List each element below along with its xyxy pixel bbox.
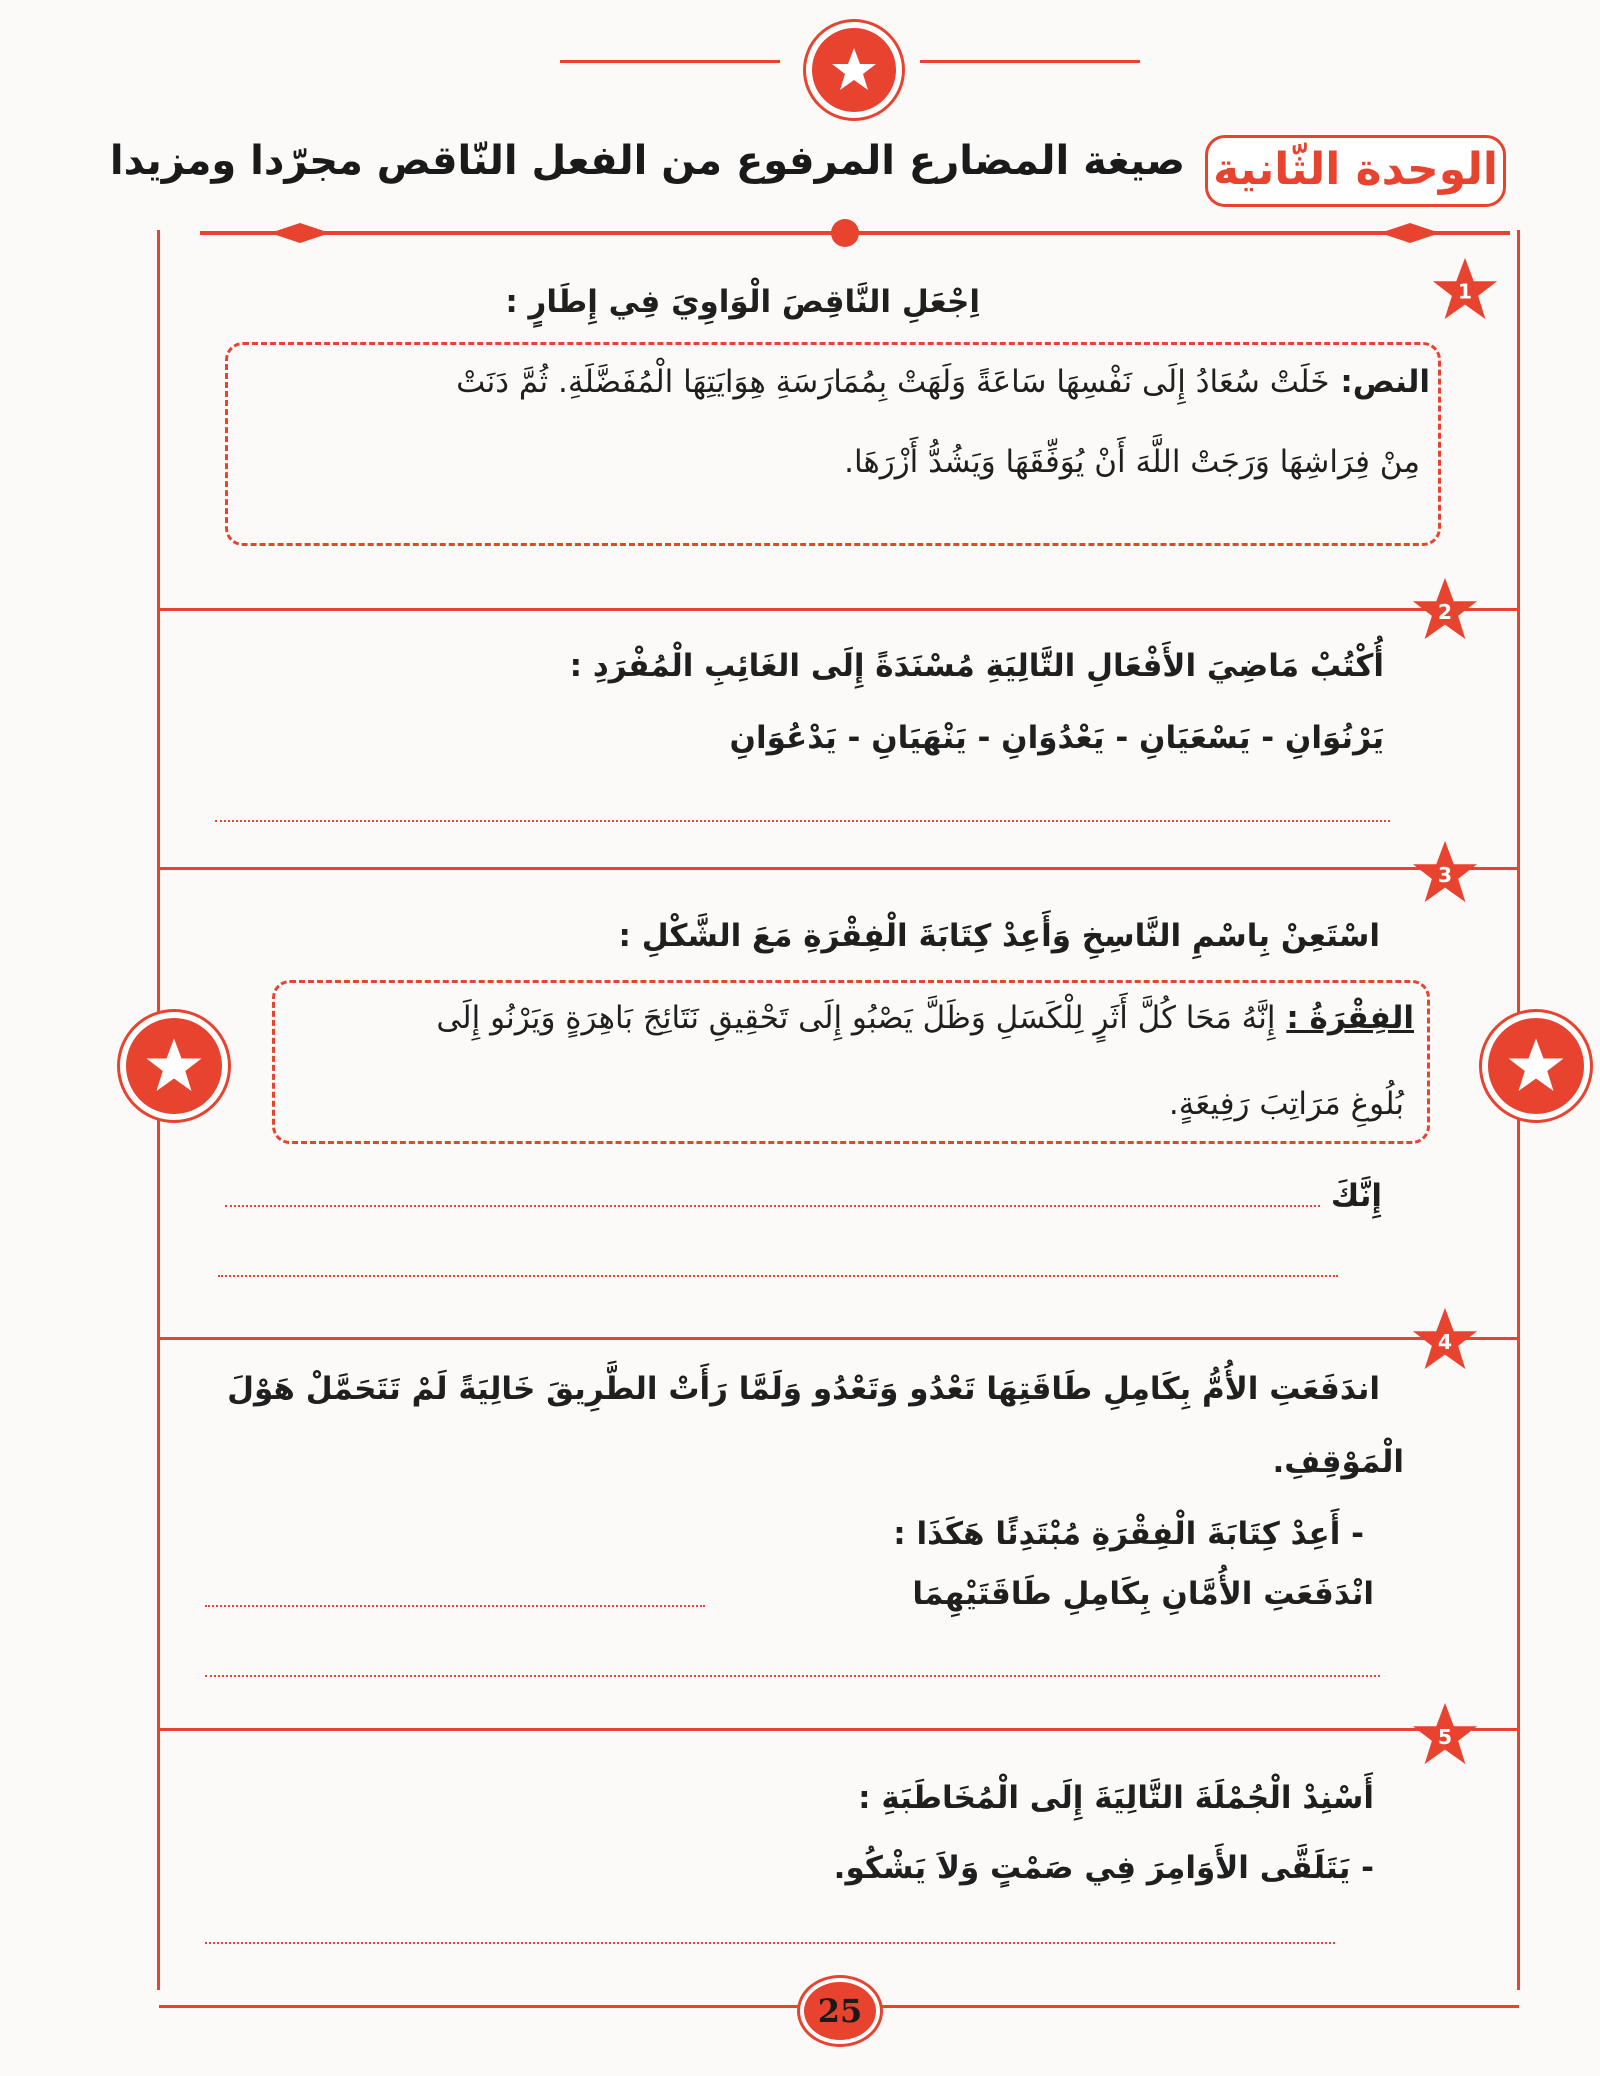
svg-text:1: 1 bbox=[1457, 279, 1473, 304]
answer-line[interactable] bbox=[225, 1205, 1320, 1207]
top-ornament bbox=[920, 60, 1140, 63]
right-medallion bbox=[1482, 1012, 1590, 1120]
exercise-number-star bbox=[1410, 1700, 1480, 1770]
answer-line[interactable] bbox=[205, 1942, 1335, 1944]
answer-line[interactable] bbox=[218, 1275, 1338, 1277]
star-icon bbox=[1506, 1036, 1566, 1096]
section-divider bbox=[159, 867, 1519, 870]
exercise-number-star bbox=[1410, 575, 1480, 645]
svg-text:3: 3 bbox=[1437, 862, 1453, 887]
top-medallion bbox=[806, 22, 902, 118]
section-divider bbox=[159, 1728, 1519, 1731]
text-label: النص: bbox=[1340, 364, 1430, 400]
answer-line[interactable] bbox=[205, 1605, 705, 1607]
exercise-5-instruction: أَسْنِدْ الْجُمْلَةَ التَّالِيَةَ إِلَى الْمُخَاطَبَةِ : bbox=[858, 1780, 1374, 1816]
page-number: 25 bbox=[817, 1992, 863, 2030]
svg-text:2: 2 bbox=[1437, 599, 1453, 624]
exercise-2-instruction: أُكْتُبْ مَاضِيَ الأَفْعَالِ التَّالِيَةِ مُسْنَدَةً إِلَى الغَائِبِ الْمُفْرَدِ : bbox=[569, 648, 1384, 684]
text-content: إِنَّهُ مَحَا كُلَّ أَثَرٍ لِلْكَسَلِ وَظَلَّ يَصْبُو إِلَى تَحْقِيقِ نَتَائِجَ بَاهِرَةٍ وَيَرْنُو إِلَى bbox=[436, 1000, 1276, 1036]
unit-badge: الوحدة الثّانية bbox=[1205, 135, 1506, 207]
bleed-through-text bbox=[260, 700, 270, 735]
left-medallion bbox=[120, 1012, 228, 1120]
exercise-1-text-line bbox=[456, 364, 1430, 400]
star-icon bbox=[830, 46, 878, 94]
exercise-3-answer-start: إِنَّكَ bbox=[1330, 1178, 1382, 1214]
section-divider bbox=[159, 608, 1519, 611]
text-content: خَلَتْ سُعَادُ إِلَى نَفْسِهَا سَاعَةً وَلَهَتْ بِمُمَارَسَةِ هِوَايَتِهَا الْمُفَضَّلَةِ. ثُمَّ دَنَتْ bbox=[456, 364, 1330, 400]
exercise-4-text-line: اندَفَعَتِ الأُمُّ بِكَامِلِ طَاقَتِهَا تَعْدُو وَتَعْدُو وَلَمَّا رَأَتْ الطَّرِيقَ خَالِيَةً لَمْ تَتَحَمَّلْ هَوْلَ bbox=[227, 1371, 1380, 1407]
top-ornament bbox=[560, 60, 780, 63]
exercise-number-star bbox=[1430, 255, 1500, 325]
ornament-divider bbox=[200, 218, 1510, 248]
page-number-circle bbox=[800, 1978, 880, 2044]
exercise-2-verbs: يَرْنُوَانِ - يَسْعَيَانِ - يَعْدُوَانِ - يَنْهَيَانِ - يَدْعُوَانِ bbox=[729, 720, 1384, 756]
exercise-number-star bbox=[1410, 1305, 1480, 1375]
section-divider bbox=[159, 1337, 1519, 1340]
exercise-3-text-line: بُلُوغِ مَرَاتِبَ رَفِيعَةٍ. bbox=[1168, 1086, 1404, 1122]
answer-line[interactable] bbox=[205, 1675, 1380, 1677]
svg-text:5: 5 bbox=[1437, 1724, 1453, 1749]
exercise-4-instruction: - أَعِدْ كِتَابَةَ الْفِقْرَةِ مُبْتَدِئًا هَكَذَا : bbox=[893, 1516, 1364, 1552]
exercise-1-instruction: اِجْعَلِ النَّاقِصَ الْوَاوِيَ فِي إِطَارٍ : bbox=[505, 284, 980, 320]
exercise-5-sentence: - يَتَلَقَّى الأَوَامِرَ فِي صَمْتٍ وَلاَ يَشْكُو. bbox=[833, 1850, 1374, 1886]
exercise-3-text-line bbox=[436, 1000, 1414, 1036]
star-icon bbox=[144, 1036, 204, 1096]
answer-line[interactable] bbox=[215, 820, 1390, 822]
page-title: صيغة المضارع المرفوع من الفعل النّاقص مجرّدا ومزيدا bbox=[109, 138, 1185, 184]
exercise-number-star bbox=[1410, 838, 1480, 908]
exercise-1-text-line: مِنْ فِرَاشِهَا وَرَجَتْ اللَّهَ أَنْ يُوَفِّقَهَا وَيَشُدُّ أَزْرَهَا. bbox=[844, 444, 1420, 480]
text-label: الفِقْرَةُ : bbox=[1286, 1000, 1414, 1036]
exercise-4-answer-start: انْدَفَعَتِ الأُمَّانِ بِكَامِلِ طَاقَتَيْهِمَا bbox=[912, 1576, 1374, 1612]
exercise-4-text-line: الْمَوْقِفِ. bbox=[1272, 1444, 1404, 1480]
svg-text:4: 4 bbox=[1437, 1329, 1453, 1354]
exercise-3-instruction: اسْتَعِنْ بِاسْمِ النَّاسِخِ وَأَعِدْ كِتَابَةَ الْفِقْرَةِ مَعَ الشَّكْلِ : bbox=[618, 918, 1380, 954]
